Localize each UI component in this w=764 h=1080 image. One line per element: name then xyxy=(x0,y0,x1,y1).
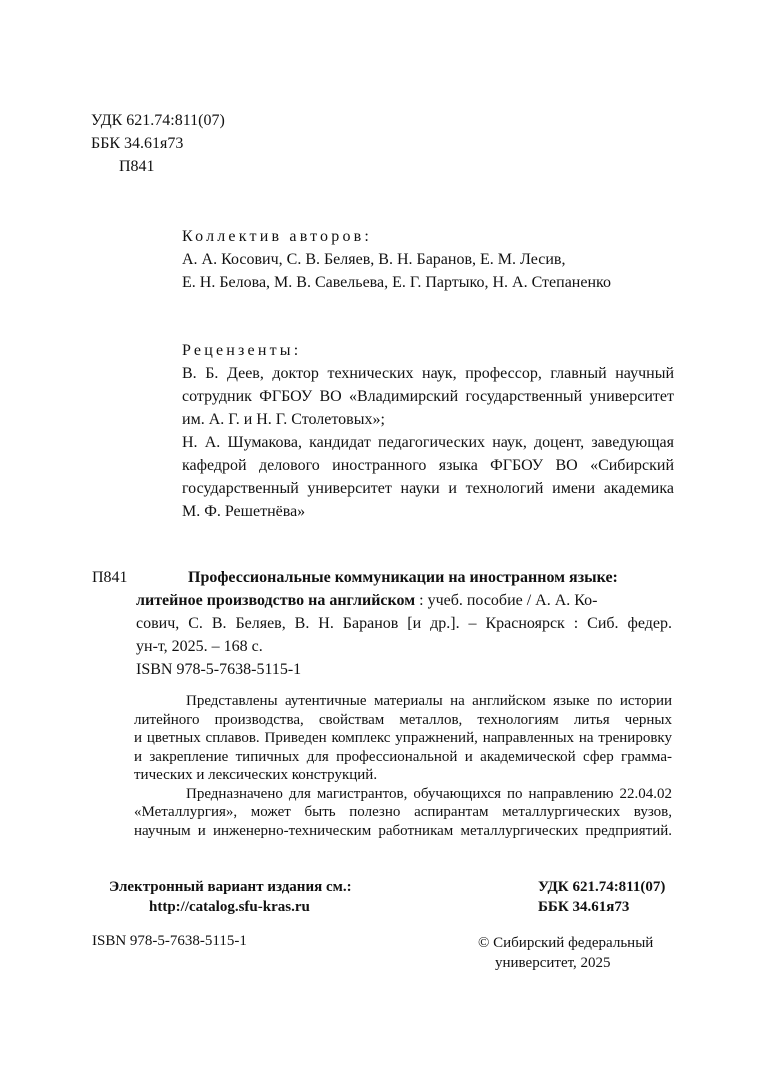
catalog-link[interactable]: http://catalog.sfu-kras.ru xyxy=(149,899,310,915)
annotation-line: и закрепление типичных для профессиональной и академической сфер граммa- xyxy=(134,748,672,765)
reviewer-line: им. А. Г. и Н. Г. Столетовых»; xyxy=(182,411,385,428)
entry-title: Профессиональные коммуникации на иностранном языке: xyxy=(188,569,618,586)
footer-classification xyxy=(538,877,665,917)
entry-title-continued xyxy=(136,589,672,612)
authors-block xyxy=(182,225,611,294)
reviewer-line: государственный университет науки и технологий имени академика xyxy=(182,480,674,497)
reviewer-line: сотрудник ФГБОУ ВО «Владимирский государственный университет xyxy=(182,388,674,405)
electronic-version-block xyxy=(109,877,352,917)
annotation-block xyxy=(92,692,672,840)
entry-description: : учеб. пособие / А. А. Ко- xyxy=(415,592,598,609)
bbk-code: ББК 34.61я73 xyxy=(91,135,184,152)
reviewer-line: Н. А. Шумакова, кандидат педагогических наук, доцент, заведующая xyxy=(182,434,674,451)
reviewer-line: М. Ф. Решетнёва» xyxy=(182,503,306,520)
reviewers-heading: Рецензенты: xyxy=(182,342,302,359)
reviewer-line: В. Б. Деев, доктор технических наук, профессор, главный научный xyxy=(182,365,674,382)
footer-isbn: ISBN 978-5-7638-5115-1 xyxy=(92,933,247,949)
copyright-block xyxy=(478,933,653,973)
annotation-line: тических и лексических конструкций. xyxy=(134,767,378,783)
entry-code: П841 xyxy=(92,569,128,586)
copyright-line: © Сибирский федеральный xyxy=(478,935,654,951)
annotation-line: Предназначено для магистрантов, обучающихся по направлению 22.04.02 xyxy=(186,785,672,802)
entry-subtitle: литейное производство на английском xyxy=(136,592,416,609)
footer-udk: УДК 621.74:811(07) xyxy=(538,879,666,895)
annotation-line: Представлены аутентичные материалы на английском языке по истории xyxy=(186,693,672,709)
entry-year-pages: ун-т, 2025. – 168 с. xyxy=(136,638,263,655)
authors-line: А. А. Косович, С. В. Беляев, В. Н. Баранов, Е. М. Лесив, xyxy=(182,251,566,268)
classification-block xyxy=(91,109,225,178)
udk-code: УДК 621.74:811(07) xyxy=(91,112,225,129)
footer-bbk: ББК 34.61я73 xyxy=(538,899,630,915)
reviewers-block xyxy=(182,339,674,523)
authors-heading: Коллектив авторов: xyxy=(182,228,373,245)
annotation-line: «Металлургия», может быть полезно аспирантам металлургических вузов, xyxy=(134,804,672,820)
entry-authors-publisher: сович, С. В. Беляев, В. Н. Баранов [и др.]. – Красноярск : Сиб. федер. xyxy=(136,615,672,632)
annotation-line: литейного производства, свойствам металлов, технологиям литья черных xyxy=(134,711,672,728)
annotation-line: и цветных сплавов. Приведен комплекс упражнений, направленных на тренировку xyxy=(134,730,672,746)
bibliographic-entry xyxy=(136,566,672,681)
annotation-line: научным и инженерно-техническим работникам металлургических предприятий. xyxy=(134,822,672,839)
reviewer-line: кафедрой делового иностранного языка ФГБОУ ВО «Сибирский xyxy=(182,457,674,474)
electronic-version-label: Электронный вариант издания см.: xyxy=(109,879,352,895)
copyright-line: университет, 2025 xyxy=(495,955,611,971)
entry-isbn: ISBN 978-5-7638-5115-1 xyxy=(136,661,302,678)
author-mark: П841 xyxy=(119,158,155,175)
authors-line: Е. Н. Белова, М. В. Савельева, Е. Г. Партыко, Н. А. Степаненко xyxy=(182,274,611,291)
